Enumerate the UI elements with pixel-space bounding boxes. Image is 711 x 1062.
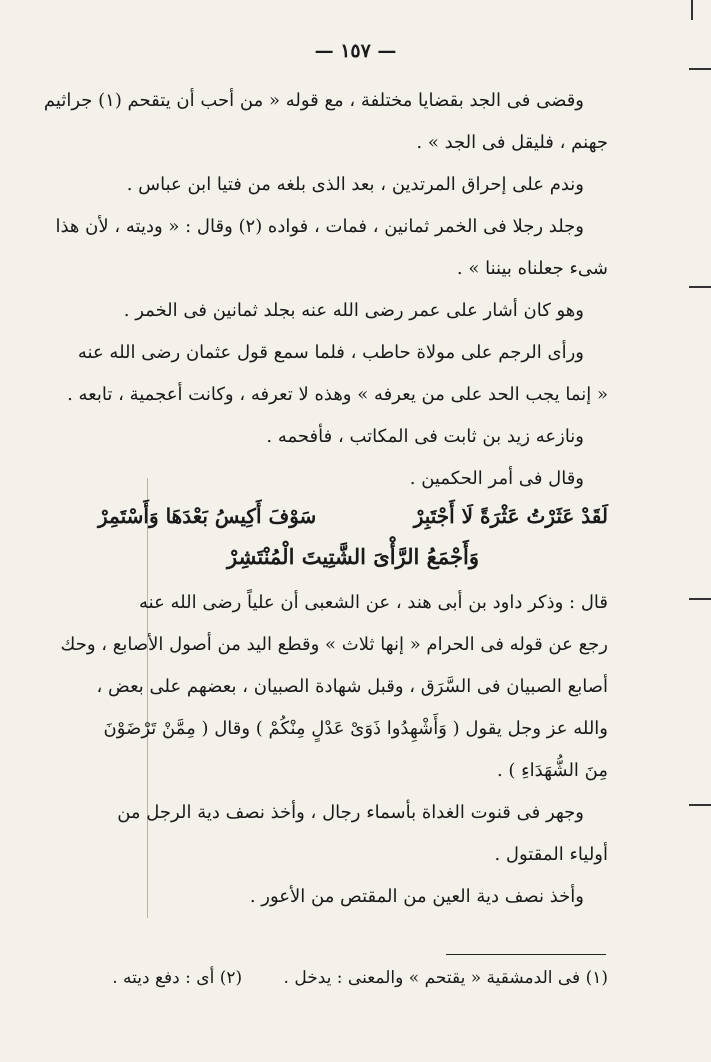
text-line: مِنَ الشُّهَدَاءِ ) . [496, 760, 608, 781]
edge-mark [689, 598, 711, 600]
verse-line-1 [98, 504, 608, 528]
text-line: وقال فى أمر الحكمين . [409, 468, 584, 489]
verse-line-2: وَأَجْمَعُ الرَّأْىَ الشَّتِيتَ الْمُنْتَشِرْ [227, 544, 479, 569]
text-line: « إنما يجب الحد على من يعرفه » وهذه لا تعرفه ، وكانت أعجمية ، تابعه . [67, 384, 608, 405]
main-text [43, 78, 608, 908]
footnote: (٢) أى : دفع ديته . [112, 968, 243, 988]
edge-mark [689, 286, 711, 288]
page-number: — ١٥٧ — [314, 40, 397, 62]
text-line: أصابع الصبيان فى السَّرَق ، وقبل شهادة الصبيان ، بعضهم على بعض ، [96, 676, 608, 697]
text-line: ورأى الرجم على مولاة حاطب ، فلما سمع قول عثمان رضى الله عنه [77, 342, 584, 363]
text-line: وندم على إحراق المرتدين ، بعد الذى بلغه من فتيا ابن عباس . [126, 174, 584, 195]
text-line: وقضى فى الجد بقضايا مختلفة ، مع قوله « من أحب أن يتقحم (١) جراثيم [43, 90, 584, 111]
footnote: (١) فى الدمشقية « يقتحم » والمعنى : يدخل . [283, 968, 608, 988]
text-line: أولياء المقتول . [494, 844, 608, 865]
text-line: ونازعه زيد بن ثابت فى المكاتب ، فأفحمه . [266, 426, 584, 447]
footnote-rule [446, 954, 606, 955]
edge-mark [691, 0, 693, 20]
text-line: جهنم ، فليقل فى الجد » . [416, 132, 608, 153]
text-line: وأخذ نصف دية العين من المقتص من الأعور . [249, 886, 584, 907]
verse-hemistich: سَوْفَ أَكِيسُ بَعْدَهَا وَأَسْتَمِرْ [98, 504, 317, 528]
footnotes [98, 968, 608, 988]
verse-hemistich: لَقَدْ عَثَرْتُ عَثْرَةً لَا أَجْتَبِرْ [413, 504, 608, 528]
text-line: رجع عن قوله فى الحرام « إنها ثلاث » وقطع اليد من أصول الأصابع ، وحك [60, 634, 608, 655]
text-line: شىء جعلناه بيننا » . [456, 258, 608, 279]
text-line: وجلد رجلا فى الخمر ثمانين ، فمات ، فواده (٢) وقال : « وديته ، لأن هذا [55, 216, 584, 237]
edge-mark [689, 68, 711, 70]
text-line: وهو كان أشار على عمر رضى الله عنه بجلد ثمانين فى الخمر . [123, 300, 584, 321]
text-line: وجهر فى قنوت الغداة بأسماء رجال ، وأخذ نصف دية الرجل من [117, 802, 584, 823]
text-line: والله عز وجل يقول ( وَأَشْهِدُوا ذَوَىْ عَدْلٍ مِنْكُمْ ) وقال ( مِمَّنْ تَرْضَوْنَ [103, 718, 608, 739]
edge-mark [689, 804, 711, 806]
text-line: قال : وذكر داود بن أبى هند ، عن الشعبى أن علياً رضى الله عنه [138, 592, 608, 613]
